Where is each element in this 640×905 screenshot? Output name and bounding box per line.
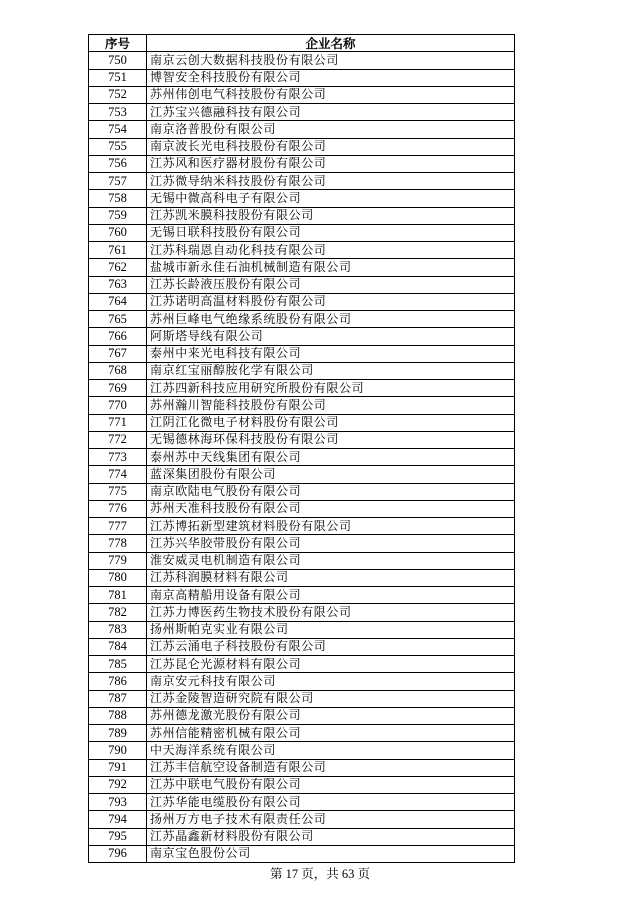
enterprise-name-cell: 扬州斯帕克实业有限公司 [147,621,515,638]
enterprise-name-cell: 南京波长光电科技股份有限公司 [147,138,515,155]
enterprise-name-cell: 南京云创大数据科技股份有限公司 [147,52,515,69]
serial-number-cell: 795 [89,828,147,845]
enterprise-name-cell: 江苏中联电气股份有限公司 [147,776,515,793]
enterprise-name-cell: 南京洛普股份有限公司 [147,121,515,138]
serial-number-cell: 772 [89,431,147,448]
table-body [89,52,515,863]
enterprise-name-cell: 中天海洋系统有限公司 [147,742,515,759]
enterprise-name-cell: 江苏诺明高温材料股份有限公司 [147,293,515,310]
table-row [89,86,515,103]
enterprise-name-cell: 南京红宝丽醇胺化学有限公司 [147,362,515,379]
table-row [89,552,515,569]
enterprise-name-cell: 阿斯塔导线有限公司 [147,328,515,345]
serial-number-cell: 788 [89,707,147,724]
serial-number-cell: 765 [89,311,147,328]
enterprise-name-cell: 江苏宝兴德融科技有限公司 [147,104,515,121]
header-enterprise-name: 企业名称 [147,35,515,52]
enterprise-name-cell: 苏州信能精密机械有限公司 [147,725,515,742]
serial-number-cell: 774 [89,466,147,483]
serial-number-cell: 758 [89,190,147,207]
serial-number-cell: 750 [89,52,147,69]
table-row [89,656,515,673]
table-row [89,569,515,586]
serial-number-cell: 780 [89,569,147,586]
enterprise-name-cell: 南京宝色股份公司 [147,845,515,862]
serial-number-cell: 767 [89,345,147,362]
table-row [89,207,515,224]
table-row [89,380,515,397]
enterprise-name-cell: 蓝深集团股份有限公司 [147,466,515,483]
table-header-row [89,35,515,52]
enterprise-name-cell: 无锡中微高科电子有限公司 [147,190,515,207]
serial-number-cell: 782 [89,604,147,621]
serial-number-cell: 796 [89,845,147,862]
serial-number-cell: 753 [89,104,147,121]
enterprise-name-cell: 苏州瀚川智能科技股份有限公司 [147,397,515,414]
enterprise-name-cell: 江苏云涌电子科技股份有限公司 [147,638,515,655]
serial-number-cell: 766 [89,328,147,345]
serial-number-cell: 763 [89,276,147,293]
serial-number-cell: 789 [89,725,147,742]
enterprise-name-cell: 江苏博拓新型建筑材料股份有限公司 [147,518,515,535]
table-row [89,794,515,811]
enterprise-name-cell: 苏州天准科技股份有限公司 [147,500,515,517]
table-row [89,535,515,552]
serial-number-cell: 792 [89,776,147,793]
enterprise-name-cell: 江苏华能电缆股份有限公司 [147,794,515,811]
serial-number-cell: 787 [89,690,147,707]
table-row [89,155,515,172]
serial-number-cell: 783 [89,621,147,638]
table-row [89,345,515,362]
table-row [89,725,515,742]
table-row [89,52,515,69]
table-row [89,483,515,500]
enterprise-name-cell: 江苏微导纳米科技股份有限公司 [147,173,515,190]
table-row [89,311,515,328]
table-row [89,293,515,310]
enterprise-name-cell: 泰州中来光电科技有限公司 [147,345,515,362]
table-row [89,104,515,121]
enterprise-name-cell: 南京欧陆电气股份有限公司 [147,483,515,500]
table-row [89,673,515,690]
enterprise-name-cell: 江苏风和医疗器材股份有限公司 [147,155,515,172]
enterprise-name-cell: 江苏科瑞恩自动化科技有限公司 [147,242,515,259]
serial-number-cell: 775 [89,483,147,500]
table-row [89,466,515,483]
serial-number-cell: 770 [89,397,147,414]
table-row [89,259,515,276]
enterprise-name-cell: 江苏长龄液压股份有限公司 [147,276,515,293]
page-footer: 第 17 页，共 63 页 [269,867,370,881]
enterprise-name-cell: 泰州苏中天线集团有限公司 [147,449,515,466]
serial-number-cell: 794 [89,811,147,828]
enterprise-name-cell: 江苏科润膜材料有限公司 [147,569,515,586]
table-row [89,828,515,845]
table-row [89,242,515,259]
table-row [89,414,515,431]
serial-number-cell: 762 [89,259,147,276]
table-row [89,276,515,293]
table-row [89,138,515,155]
serial-number-cell: 784 [89,638,147,655]
serial-number-cell: 777 [89,518,147,535]
serial-number-cell: 756 [89,155,147,172]
serial-number-cell: 778 [89,535,147,552]
serial-number-cell: 752 [89,86,147,103]
serial-number-cell: 793 [89,794,147,811]
table-row [89,121,515,138]
serial-number-cell: 786 [89,673,147,690]
enterprise-name-cell: 淮安威灵电机制造有限公司 [147,552,515,569]
serial-number-cell: 759 [89,207,147,224]
serial-number-cell: 755 [89,138,147,155]
enterprise-name-cell: 江苏丰信航空设备制造有限公司 [147,759,515,776]
enterprise-name-cell: 苏州德龙激光股份有限公司 [147,707,515,724]
enterprise-name-cell: 无锡德林海环保科技股份有限公司 [147,431,515,448]
enterprise-name-cell: 江苏兴华胶带股份有限公司 [147,535,515,552]
header-serial-number: 序号 [89,35,147,52]
table-row [89,759,515,776]
table-row [89,397,515,414]
serial-number-cell: 790 [89,742,147,759]
table-row [89,173,515,190]
enterprise-name-cell: 江苏力博医药生物技术股份有限公司 [147,604,515,621]
enterprise-name-cell: 江苏四新科技应用研究所股份有限公司 [147,380,515,397]
enterprise-name-cell: 南京高精船用设备有限公司 [147,587,515,604]
serial-number-cell: 776 [89,500,147,517]
serial-number-cell: 768 [89,362,147,379]
table-row [89,707,515,724]
serial-number-cell: 764 [89,293,147,310]
serial-number-cell: 771 [89,414,147,431]
enterprise-name-cell: 江苏金陵智造研究院有限公司 [147,690,515,707]
serial-number-cell: 779 [89,552,147,569]
enterprise-name-cell: 南京安元科技有限公司 [147,673,515,690]
table-row [89,190,515,207]
enterprise-name-cell: 扬州万方电子技术有限责任公司 [147,811,515,828]
table-row [89,500,515,517]
document-sheet [88,34,514,863]
table-row [89,224,515,241]
enterprise-table [88,34,515,863]
enterprise-name-cell: 苏州巨峰电气绝缘系统股份有限公司 [147,311,515,328]
table-row [89,449,515,466]
serial-number-cell: 785 [89,656,147,673]
table-row [89,742,515,759]
table-row [89,776,515,793]
enterprise-name-cell: 博智安全科技股份有限公司 [147,69,515,86]
table-row [89,621,515,638]
serial-number-cell: 773 [89,449,147,466]
serial-number-cell: 760 [89,224,147,241]
enterprise-name-cell: 苏州伟创电气科技股份有限公司 [147,86,515,103]
serial-number-cell: 751 [89,69,147,86]
enterprise-name-cell: 江苏凯米膜科技股份有限公司 [147,207,515,224]
table-row [89,811,515,828]
serial-number-cell: 791 [89,759,147,776]
enterprise-name-cell: 江苏晶鑫新材料股份有限公司 [147,828,515,845]
table-row [89,328,515,345]
table-row [89,431,515,448]
enterprise-name-cell: 盐城市新永佳石油机械制造有限公司 [147,259,515,276]
serial-number-cell: 781 [89,587,147,604]
serial-number-cell: 761 [89,242,147,259]
table-row [89,638,515,655]
enterprise-name-cell: 无锡日联科技股份有限公司 [147,224,515,241]
enterprise-name-cell: 江阴江化微电子材料股份有限公司 [147,414,515,431]
table-row [89,587,515,604]
serial-number-cell: 769 [89,380,147,397]
table-row [89,604,515,621]
table-row [89,362,515,379]
enterprise-name-cell: 江苏昆仑光源材料有限公司 [147,656,515,673]
table-row [89,69,515,86]
table-row [89,845,515,862]
table-row [89,518,515,535]
serial-number-cell: 757 [89,173,147,190]
table-row [89,690,515,707]
serial-number-cell: 754 [89,121,147,138]
